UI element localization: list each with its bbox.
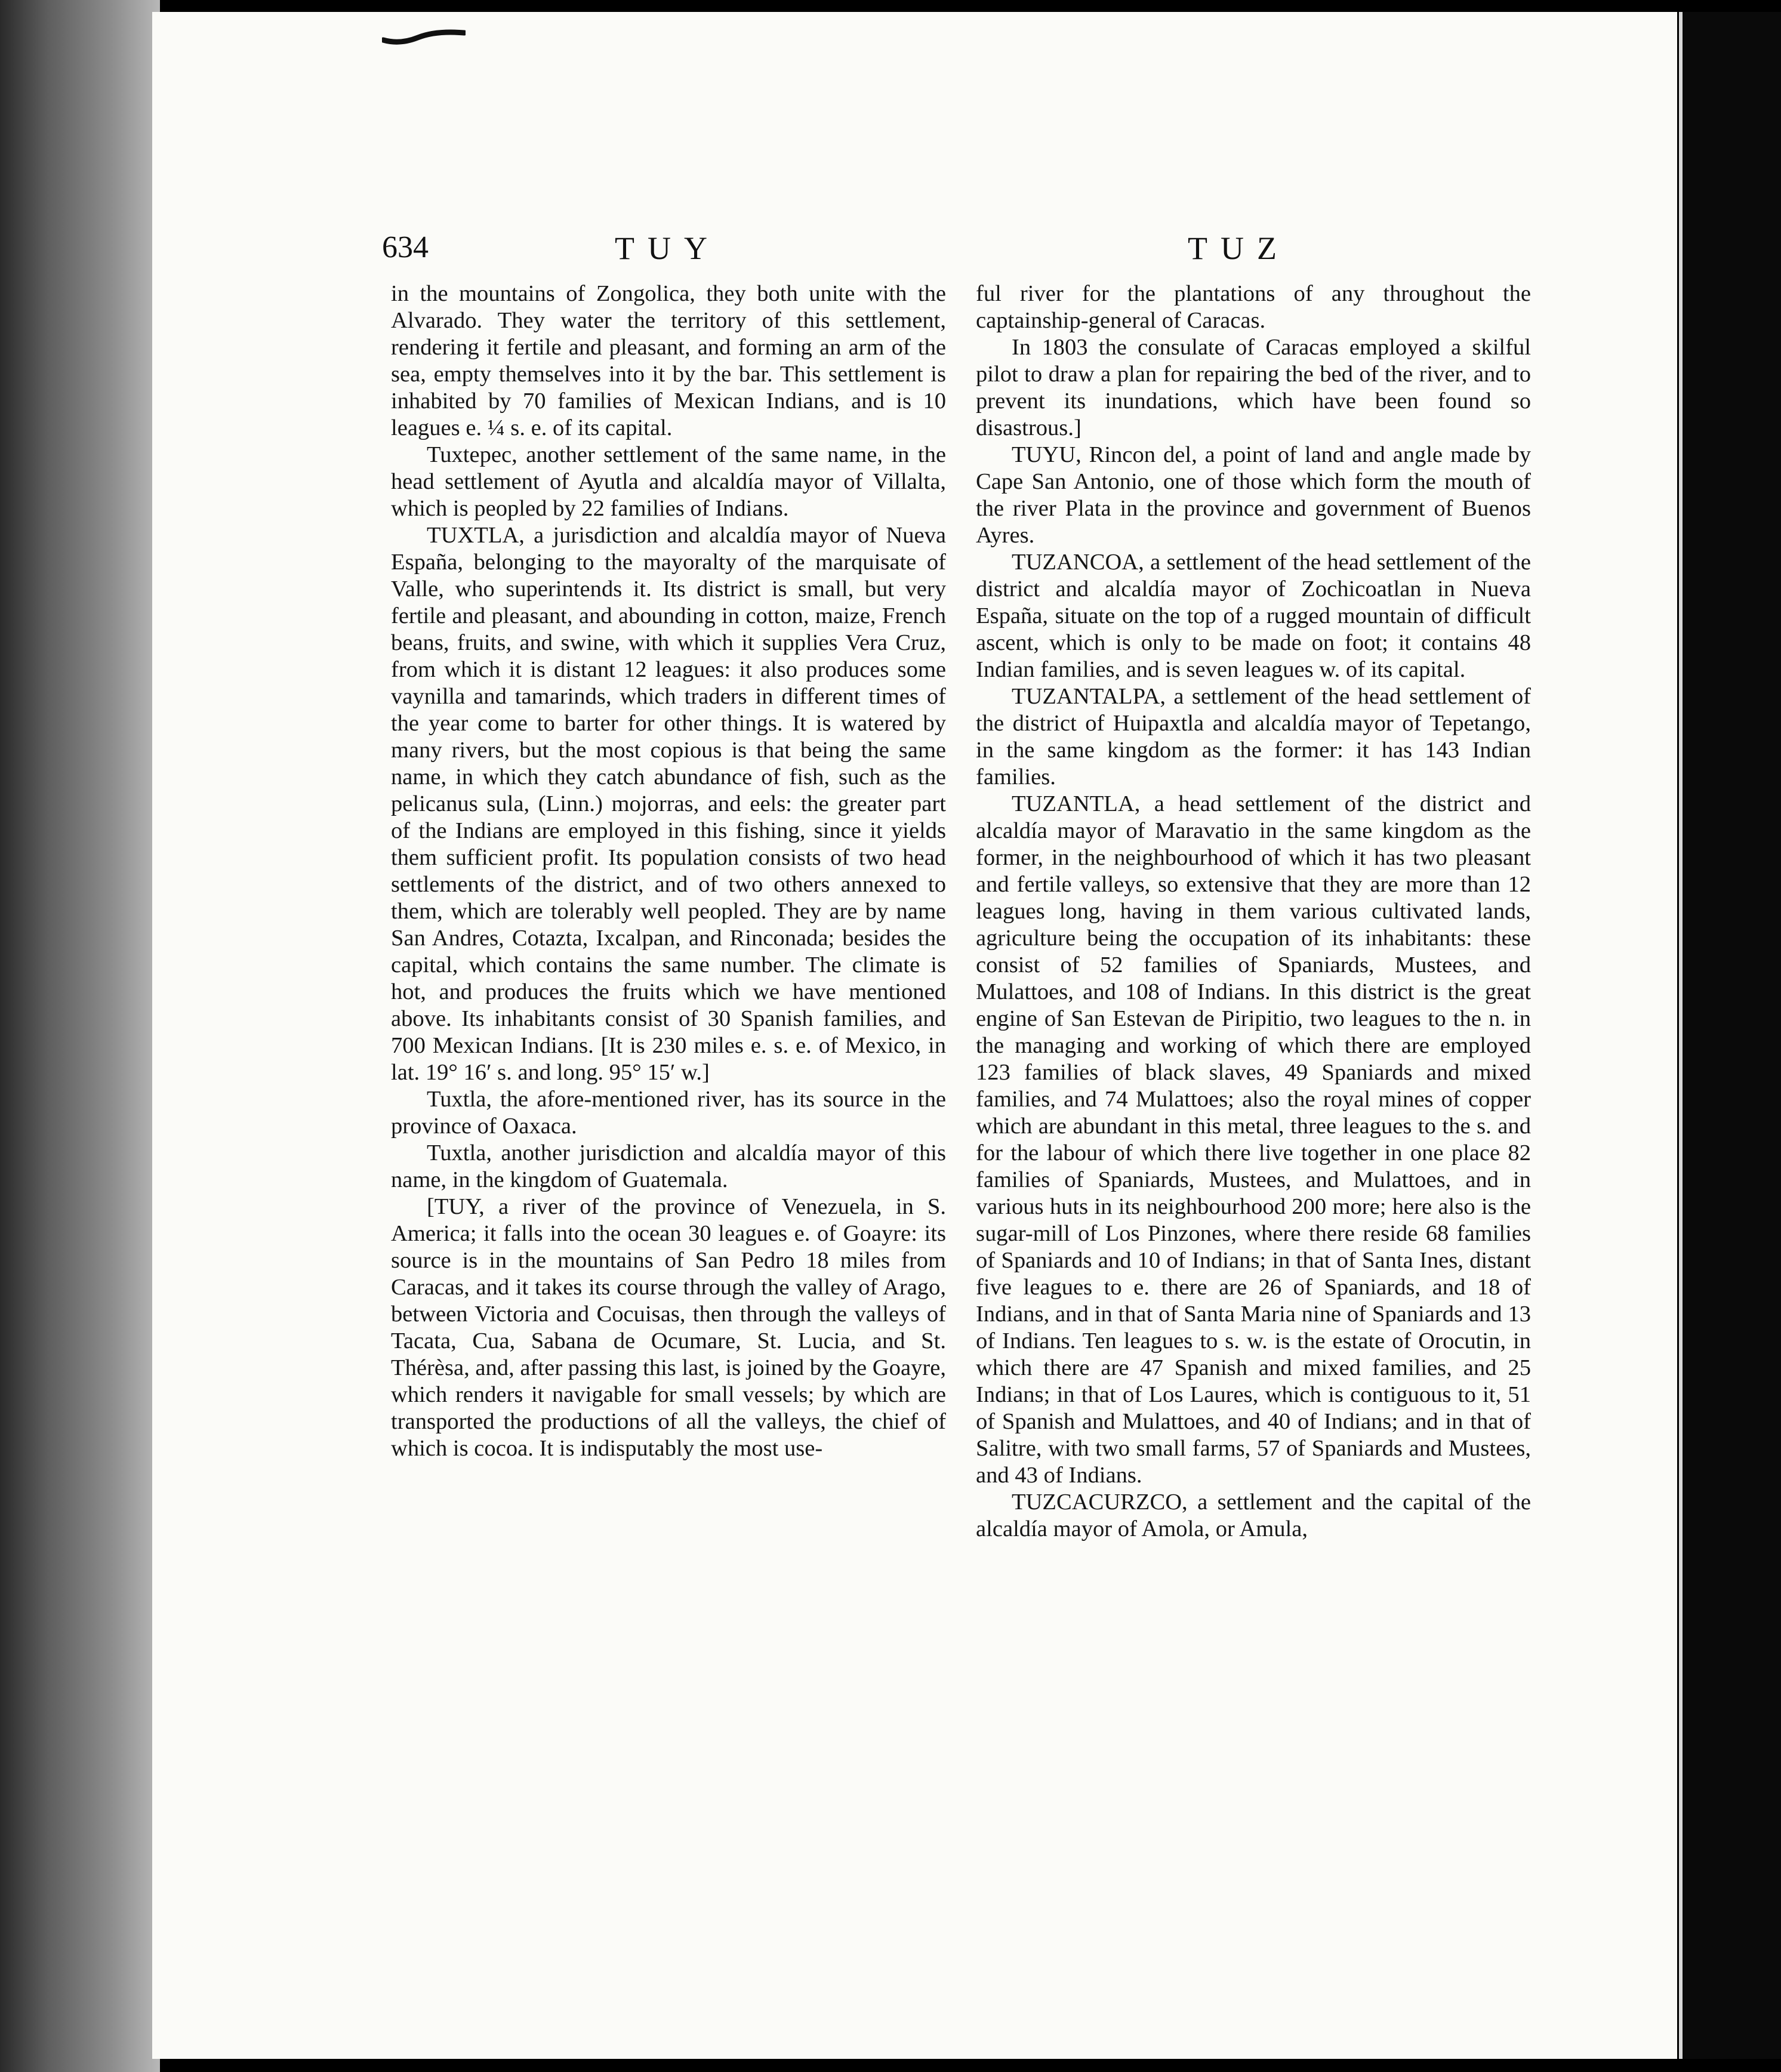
paragraph: TUZANTLA, a head settlement of the district and alcaldía mayor of Maravatio in the same kingdom as the former, in the neighbourhood of which it has two pleasant and fertile valleys, so extensive that they are more than 12 leagues long, having in them various cultivated lands, agriculture being the occupation of its inhabitants: these consist of 52 families of Spaniards, Mustees, and Mulattoes, and 108 of Indians. In this district is the great engine of San Estevan de Piripitio, two leagues to the n. in the managing and working of which there are employed 123 families of black slaves, 49 Spaniards and mixed families, and 74 Mulattoes; also the royal mines of copper which are abundant in this metal, three leagues to the s. and for the labour of which there live together in one place 82 families of Spaniards, Mustees, and Mulattoes, and in various huts in its neighbourhood 200 more; here also is the sugar-mill of Los Pinzones, where there reside 68 families of Spaniards and 10 of Indians; in that of Santa Ines, distant five leagues to e. there are 26 of Spaniards, and 18 of Indians, and in that of Santa Maria nine of Spaniards and 13 of Indians. Ten leagues to s. w. is the estate of Orocutin, in which there are 47 Spanish and mixed families, and 25 Indians; in that of Los Laures, which is contiguous to it, 51 of Spanish and Mulattoes, and 40 of Indians; and in that of Salitre, with two small farms, 57 of Spaniards and Mustees, and 43 of Indians.	[976, 791, 1531, 1488]
paragraph: In 1803 the consulate of Caracas employed a skilful pilot to draw a plan for repairing the bed of the river, and to prevent its inundations, which have been found so disastrous.]	[976, 335, 1531, 440]
paragraph: TUZANTALPA, a settlement of the head settlement of the district of Huipaxtla and alcaldía mayor of Tepetango, in the same kingdom as the former: it has 143 Indian families.	[976, 684, 1531, 790]
paragraph: TUYU, Rincon del, a point of land and angle made by Cape San Antonio, one of those which form the mouth of the river Plata in the province and government of Buenos Ayres.	[976, 442, 1531, 548]
page-number: 634	[382, 230, 429, 264]
paragraph: TUZCACURZCO, a settlement and the capital of the alcaldía mayor of Amola, or Amula,	[976, 1490, 1531, 1541]
ink-mark	[382, 27, 466, 51]
running-head-right: TUZ	[1188, 230, 1290, 266]
paragraph: TUZANCOA, a settlement of the head settlement of the district and alcaldía mayor of Zochicoatlan in Nueva España, situate on the top of a rugged mountain of difficult ascent, which is only to be made on foot; it contains 48 Indian families, and is seven leagues w. of its capital.	[976, 550, 1531, 682]
running-head-left: TUY	[615, 230, 720, 266]
book-binding-edge	[0, 0, 160, 2072]
facing-page-edge	[1679, 12, 1781, 2059]
paragraph: Tuxtepec, another settlement of the same name, in the head settlement of Ayutla and alcaldía mayor of Villalta, which is peopled by 22 families of Indians.	[391, 442, 946, 521]
paragraph: Tuxtla, the afore-mentioned river, has its source in the province of Oaxaca.	[391, 1087, 946, 1139]
paragraph: TUXTLA, a jurisdiction and alcaldía mayor of Nueva España, belonging to the mayoralty of the marquisate of Valle, who superintends it. Its district is small, but very fertile and pleasant, and abounding in cotton, maize, French beans, fruits, and swine, with which it supplies Vera Cruz, from which it is distant 12 leagues: it also produces some vaynilla and tamarinds, which traders in different times of the year come to barter for other things. It is watered by many rivers, but the most copious is that being the same name, in which they catch abundance of fish, such as the pelicanus sula, (Linn.) mojorras, and eels: the greater part of the Indians are employed in this fishing, since it yields them sufficient profit. Its population consists of two head settlements of the district, and of two others annexed to them, which are tolerably well peopled. They are by name San Andres, Cotazta, Ixcalpan, and Rinconada; besides the capital, which contains the same number. The climate is hot, and produces the fruits which we have mentioned above. Its inhabitants consist of 30 Spanish families, and 700 Mexican Indians. [It is 230 miles e. s. e. of Mexico, in lat. 19° 16′ s. and long. 95° 15′ w.]	[391, 523, 946, 1085]
left-column	[391, 280, 946, 1462]
paragraph: [TUY, a river of the province of Venezuela, in S. America; it falls into the ocean 30 leagues e. of Goayre: its source is in the mountains of San Pedro 18 miles from Caracas, and it takes its course through the valley of Arago, between Victoria and Cocuisas, then through the valleys of Tacata, Cua, Sabana de Ocumare, St. Lucia, and St. Thérèsa, and, after passing this last, is joined by the Goayre, which renders it navigable for small vessels; by which are transported the productions of all the valleys, the chief of which is cocoa. It is indisputably the most use-	[391, 1194, 946, 1461]
paragraph: Tuxtla, another jurisdiction and alcaldía mayor of this name, in the kingdom of Guatemala.	[391, 1140, 946, 1192]
paragraph: ful river for the plantations of any throughout the captainship-general of Caracas.	[976, 281, 1531, 333]
paragraph: in the mountains of Zongolica, they both unite with the Alvarado. They water the territory of this settlement, rendering it fertile and pleasant, and forming an arm of the sea, empty themselves into it by the bar. This settlement is inhabited by 70 families of Mexican Indians, and is 10 leagues e. ¼ s. e. of its capital.	[391, 281, 946, 440]
right-column	[976, 280, 1531, 1543]
